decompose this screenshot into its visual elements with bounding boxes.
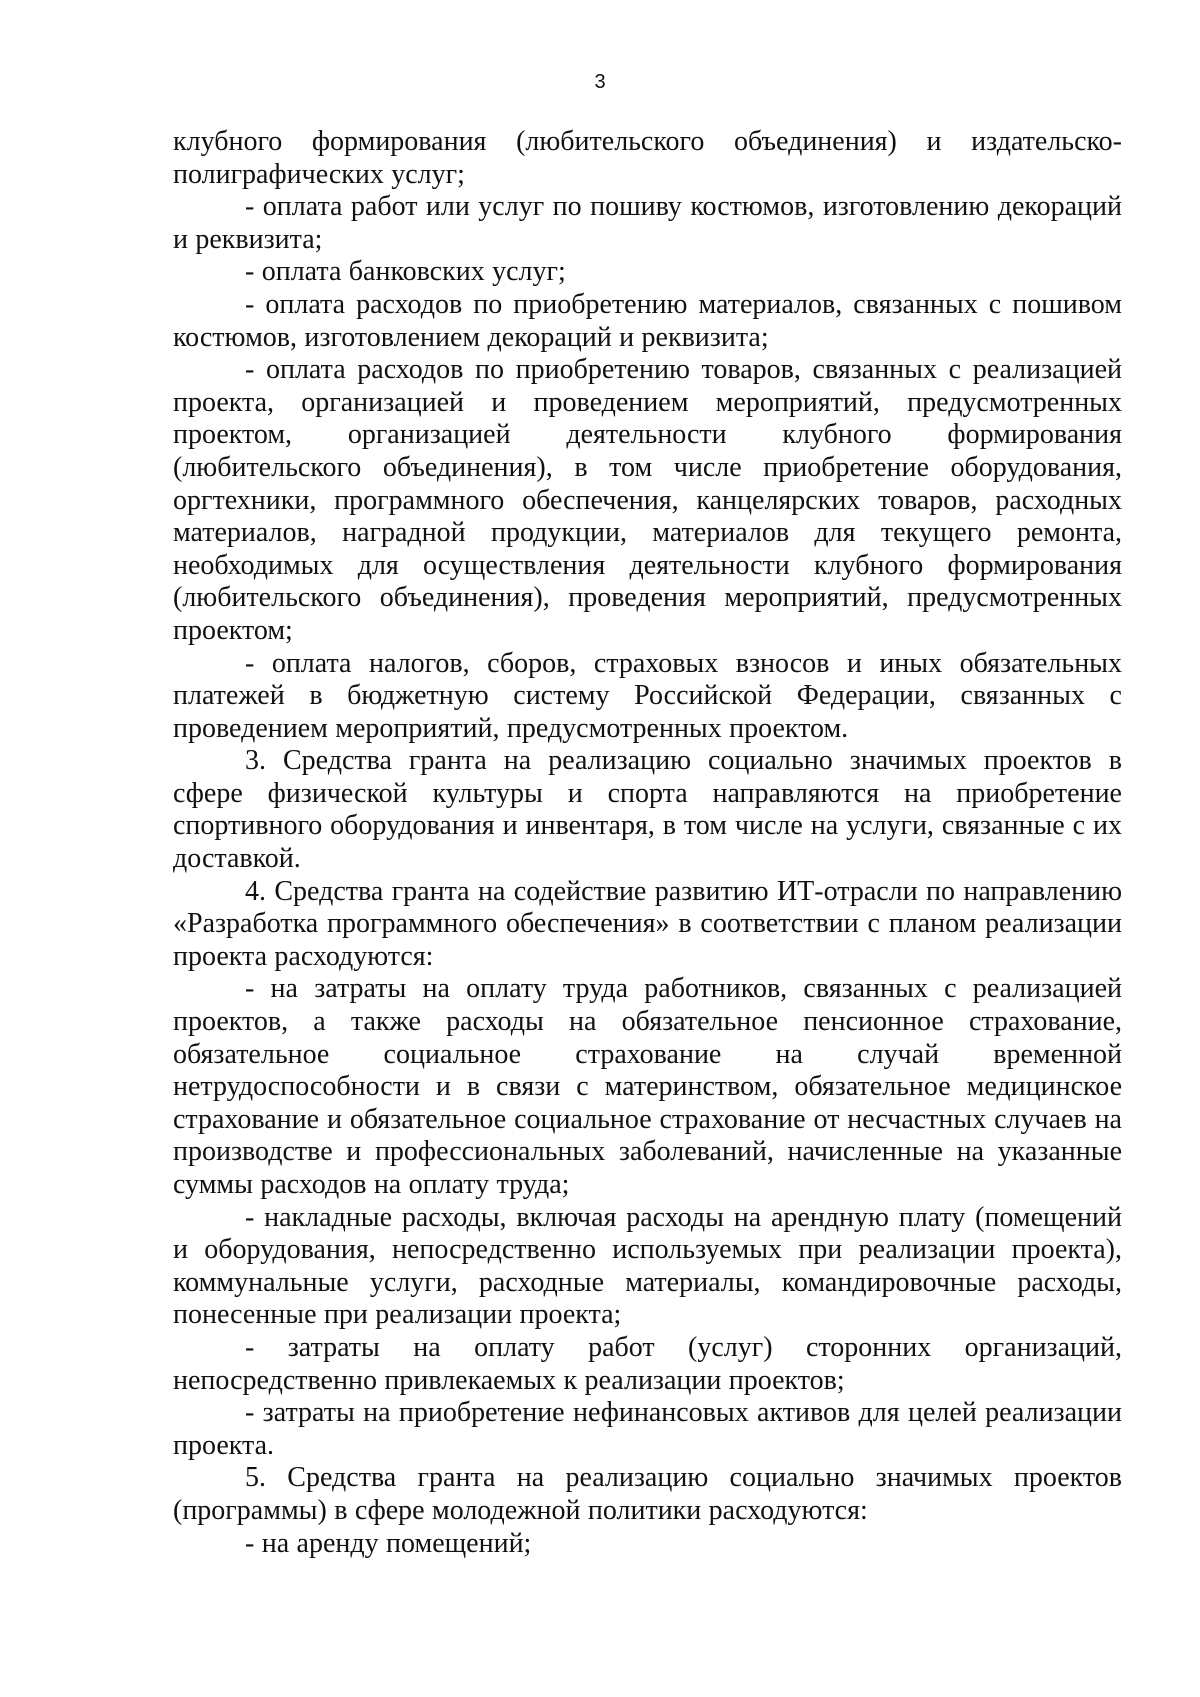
- paragraph: - накладные расходы, включая расходы на арендную плату (помещений и оборудования, непосредственно используемых при реализации проекта), коммунальные услуги, расходные материалы, командировочные расходы, понесенные при реализации проекта;: [173, 1201, 1122, 1331]
- paragraph: - оплата банковских услуг;: [245, 256, 566, 288]
- paragraph: 3. Средства гранта на реализацию социально значимых проектов в сфере физической культуры и спорта направляются на приобретение спортивного оборудования и инвентаря, в том числе на услуги, связанные с их доставкой.: [173, 745, 1122, 875]
- paragraph: - затраты на оплату работ (услуг) сторонних организаций, непосредственно привлекаемых к реализации проектов;: [173, 1331, 1122, 1396]
- paragraph: - на аренду помещений;: [245, 1527, 532, 1559]
- paragraph: - оплата расходов по приобретению материалов, связанных с пошивом костюмов, изготовлением декораций и реквизита;: [173, 288, 1122, 353]
- page-number: 3: [594, 71, 606, 93]
- paragraph: - оплата налогов, сборов, страховых взносов и иных обязательных платежей в бюджетную систему Российской Федерации, связанных с проведением мероприятий, предусмотренных проектом.: [173, 647, 1122, 744]
- paragraph: - оплата работ или услуг по пошиву костюмов, изготовлению декораций и реквизита;: [173, 191, 1122, 255]
- paragraph: - затраты на приобретение нефинансовых активов для целей реализации проекта.: [173, 1397, 1122, 1461]
- paragraph: клубного формирования (любительского объединения) и издательско-полиграфических услуг;: [173, 126, 1122, 190]
- paragraph: 4. Средства гранта на содействие развитию ИТ-отрасли по направлению «Разработка программного обеспечения» в соответствии с планом реализации проекта расходуются:: [173, 875, 1122, 972]
- paragraph: - оплата расходов по приобретению товаров, связанных с реализацией проекта, организацией и проведением мероприятий, предусмотренных проектом, организацией деятельности клубного формирования (любительского объединения), в том числе приобретение оборудования, оргтехники, программного обеспечения, канцелярских товаров, расходных материалов, наградной продукции, материалов для текущего ремонта, необходимых для осуществления деятельности клубного формирования (любительского объединения), проведения мероприятий, предусмотренных проектом;: [173, 354, 1122, 646]
- paragraph: - на затраты на оплату труда работников, связанных с реализацией проектов, а также расходы на обязательное пенсионное страхование, обязательное социальное страхование на случай временной нетрудоспособности и в связи с материнством, обязательное медицинское страхование и обязательное социальное страхование от несчастных случаев на производстве и профессиональных заболеваний, начисленные на указанные суммы расходов на оплату труда;: [173, 973, 1122, 1200]
- paragraph: 5. Средства гранта на реализацию социально значимых проектов (программы) в сфере молодежной политики расходуются:: [173, 1462, 1122, 1526]
- document-body: [173, 126, 1122, 1560]
